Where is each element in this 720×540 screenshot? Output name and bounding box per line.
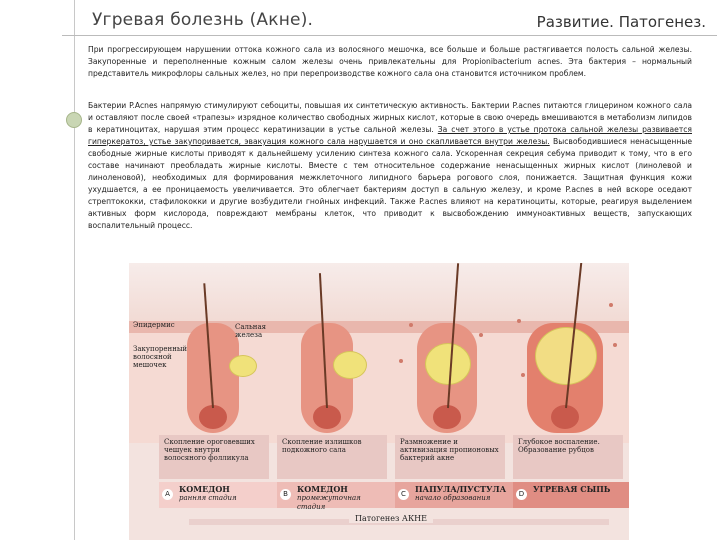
stage-title: ПАПУЛА/ПУСТУЛА [415,484,507,494]
caption-stage-d: Глубокое воспаление. Образование рубцов [513,435,623,479]
paragraph-2-end: Высвободившиеся ненасыщенные свободные жирные кислоты приводят к дальнейшему усилению синтеза кожного сала. Ускоренная секреция себума приводит к тому, что в его составе начинают преобладать жирные кислоты. Вместе с тем относительное содержание ненасыщенных жирных кислот (линолевой и линоленовой), необходимых для формирования межклеточного липидного барьера рогового слоя, понижается. Защитная функция кожи ухудшается, а ее проницаемость увеличивается. Это облегчает бактериям доступ в сальную железу, и кроме P.acnes в ней вскоре оседают стрептококки, стафилококки и другие возбудители гнойных инфекций. Также P.acnes влияют на кератиноциты, которые, реагируя выделением активных форм кислорода, повреждают мембраны клеток, что приводит к высвобождению иммуноактивных веществ, запускающих воспалительный процесс. [88,137,693,230]
stage-d [513,482,629,508]
stage-title: УГРЕВАЯ СЫПЬ [533,484,611,494]
stage-b [277,482,395,511]
bacteria-dot [609,303,613,307]
paragraph-2 [88,100,692,232]
label-clogged-follicle: Закупоренный волосяной мешочек [133,345,188,369]
bacteria-dot [479,333,483,337]
figure-caption: Патогенез АКНЕ [349,514,433,523]
label-epidermis: Эпидермис [133,321,175,329]
paragraph-1: При прогрессирующем нарушении оттока кожного сала из волосяного мешочка, все больше и больше растягивается полость сальной железы. Закупоренные и переполненные кожным салом железы очень привлекательны для Propionibacterium acnes. Эта бактерия – нормальный представитель микрофлоры сальных желез, но при перепроизводстве кожного сала она становится источником проблем. [88,45,692,78]
decorative-dot [66,112,82,128]
paragraph-2-start: Бактерии P.Acnes напрямую стимулируют себоциты, повышая их синтетическую активность. Бактерии P.acnes питаются глицерином кожного сала и оставляют после своей «трапезы» изрядное количество свободных жирных кислот, которые в свою очередь вмешиваются в метаболизм липидов в кератиноцитах, нарушая этим процесс кератинизации в устье сальной железы. [88,101,692,134]
follicle-bulb-a [199,405,227,429]
bacteria-dot [521,373,525,377]
label-sebaceous-gland: Сальная железа [235,323,267,339]
bacteria-dot [613,343,617,347]
slide-subtitle: Развитие. Патогенез. [536,13,706,31]
acne-pathogenesis-figure [129,263,629,540]
caption-stage-a: Скопление ороговевших чешуек внутри волосяного фолликула [159,435,269,479]
stage-c [395,482,513,508]
slide-title: Угревая болезнь (Акне). [92,10,314,30]
stage-letter: C [398,489,409,500]
title-divider [62,35,717,36]
stage-row [159,482,629,511]
follicle-bulb-b [313,405,341,429]
left-rule [74,0,75,540]
sebaceous-gland-b [333,351,367,379]
stage-letter: A [162,489,173,500]
stage-subtitle: ранняя стадия [179,494,237,502]
sebaceous-gland-d [535,327,597,385]
paragraph-2-underlined: За счет этого в устье протока сальной железы развивается гиперкератоз, устье закупоривается, эвакуация кожного сала нарушается и оно скапливается внутри железы. [88,125,692,146]
caption-stage-c: Размножение и активизация пропионовых бактерий акне [395,435,505,479]
bacteria-dot [517,319,521,323]
stage-title: КОМЕДОН [179,484,230,494]
stage-title: КОМЕДОН [297,484,348,494]
bacteria-dot [409,323,413,327]
sebaceous-gland-a [229,355,257,377]
stage-a [159,482,277,508]
stage-letter: D [516,489,527,500]
stage-subtitle: промежуточная стадия [297,494,361,511]
caption-stage-b: Скопление излишков подкожного сала [277,435,387,479]
stage-subtitle: начало образования [415,494,491,502]
stage-letter: B [280,489,291,500]
bacteria-dot [399,359,403,363]
follicle-bulb-c [433,405,461,429]
follicle-bulb-d [551,405,579,429]
